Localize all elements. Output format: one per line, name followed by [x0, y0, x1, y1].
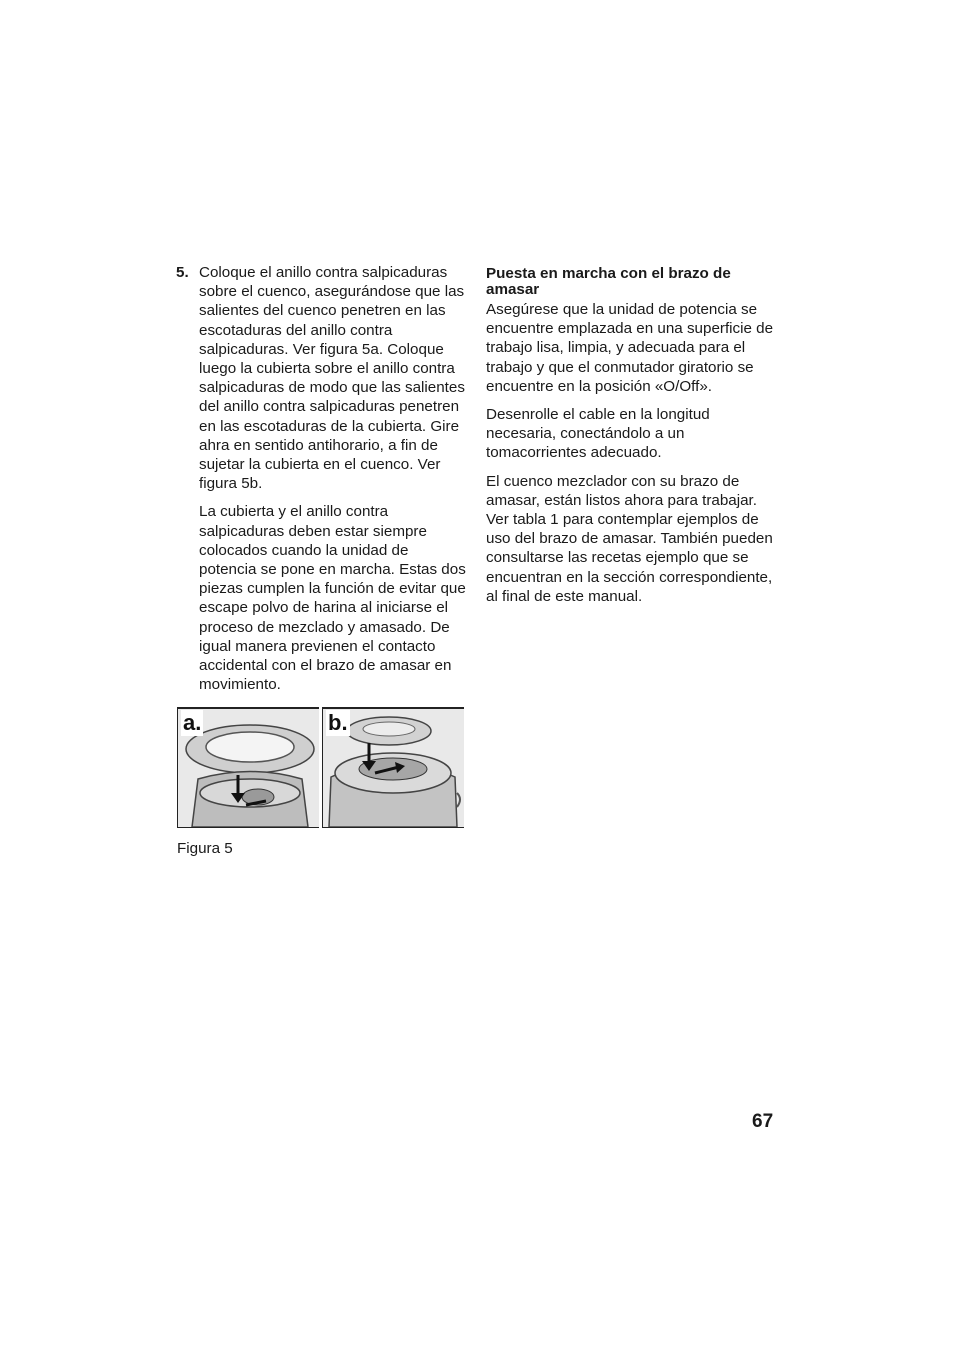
panel-a-label: a. — [183, 710, 202, 735]
figure-5-illustration — [177, 707, 464, 828]
figure-panel-b — [322, 707, 464, 828]
step-5 — [176, 263, 468, 502]
paragraph-1: Asegúrese que la unidad de potencia se encuentre emplazada en una superficie de trabajo lisa, limpia, y adecuada para el trabajo y que el conmutador giratorio se encuentre en la posición «O/Off». — [486, 301, 774, 395]
note-paragraph: La cubierta y el anillo contra salpicaduras deben estar siempre colocados cuando la unidad de potencia se pone en marcha. Estas dos piezas cumplen la función de evitar que escape polvo de harina al iniciarse el proceso de mezclado y amasado. De igual manera previenen el contacto accidental con el brazo de amasar en movimiento. — [199, 503, 466, 694]
paragraph-2: Desenrolle el cable en la longitud necesaria, conectándolo a un tomacorrientes adecuado. — [486, 406, 710, 462]
left-column — [176, 263, 468, 703]
panel-b-label: b. — [328, 710, 348, 735]
figure-caption: Figura 5 — [177, 840, 233, 857]
step-text: Coloque el anillo contra salpicaduras sobre el cuenco, asegurándose que las salientes del cuenco penetren en las escotaduras del anillo contra salpicaduras. Ver figura 5a. Coloque luego la cubierta sobre el anillo contra salpicaduras de modo que las salientes del anillo contra salpicaduras penetren en las escotaduras de la cubierta. Gire ahra en sentido antihorario, a fin de sujetar la cubierta en el cuenco. Ver figura 5b. — [199, 264, 465, 493]
step-number: 5. — [176, 264, 189, 281]
right-column — [486, 263, 778, 615]
section-heading: Puesta en marcha con el brazo de amasar — [486, 265, 731, 298]
figure-panel-a — [177, 707, 319, 828]
page-number: 67 — [752, 1111, 774, 1132]
paragraph-3: El cuenco mezclador con su brazo de amasar, están listos ahora para trabajar. Ver tabla 1 para contemplar ejemplos de uso del brazo de amasar. También pueden consultarse las recetas ejemplo que se encuentran en la sección correspondiente, al final de este manual. — [486, 472, 773, 605]
